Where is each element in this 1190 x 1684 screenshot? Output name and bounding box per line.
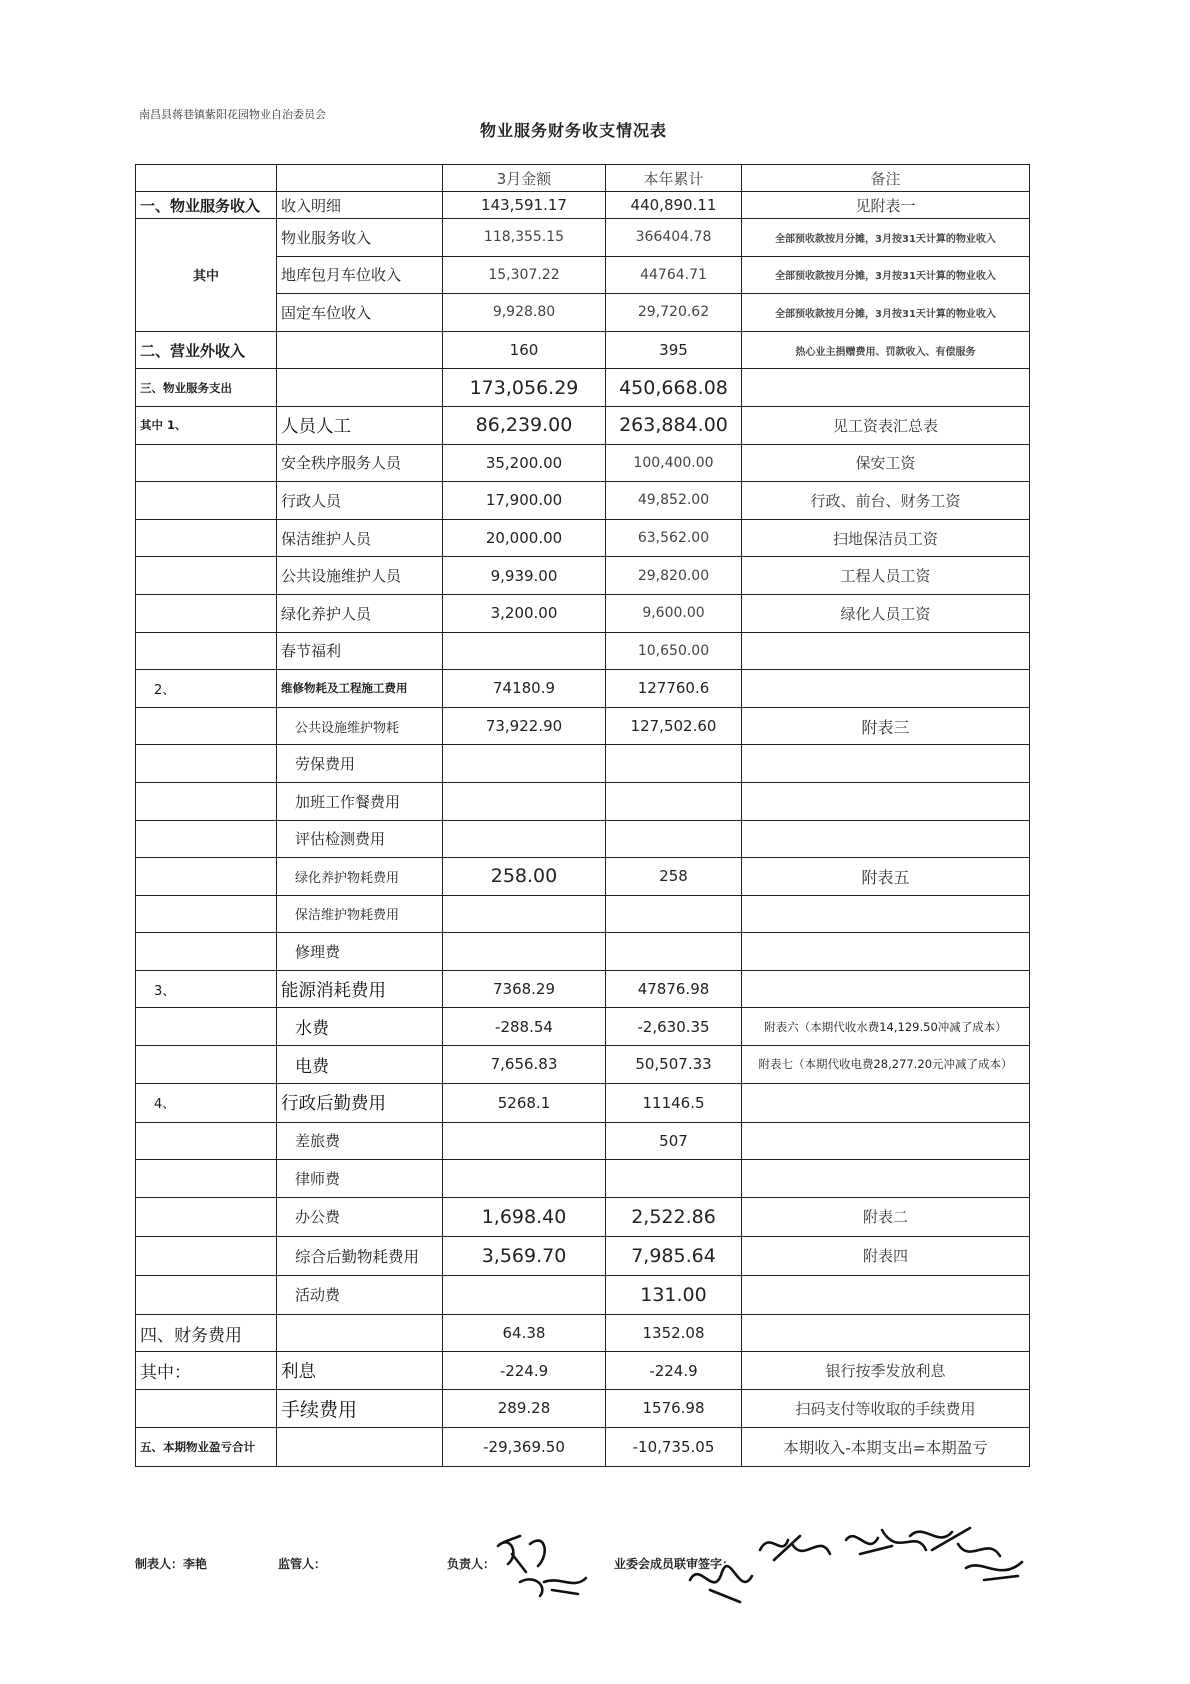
note-cell	[742, 970, 1030, 1008]
item-cell: 地库包月车位收入	[277, 256, 443, 294]
month-amount: -29,369.50	[443, 1427, 606, 1466]
item-cell: 收入明细	[277, 192, 443, 219]
month-amount: 118,355.15	[443, 219, 606, 257]
table-row	[136, 1197, 1030, 1236]
category-cell: 3、	[136, 970, 277, 1008]
ytd-amount: 10,650.00	[606, 632, 742, 670]
month-amount	[443, 1275, 606, 1314]
category-cell	[136, 594, 277, 632]
ytd-amount: -2,630.35	[606, 1008, 742, 1046]
ytd-amount: 2,522.86	[606, 1197, 742, 1236]
ytd-amount: 50,507.33	[606, 1046, 742, 1084]
table-row	[136, 1160, 1030, 1198]
category-cell: 二、营业外收入	[136, 331, 277, 369]
preparer-label: 制表人：李艳	[135, 1557, 208, 1571]
header-cell	[136, 165, 277, 192]
category-cell	[136, 895, 277, 933]
category-cell	[136, 632, 277, 670]
category-cell: 四、财务费用	[136, 1314, 277, 1352]
item-cell: 维修物耗及工程施工费用	[277, 670, 443, 708]
month-amount: 1,698.40	[443, 1197, 606, 1236]
item-cell: 绿化养护人员	[277, 594, 443, 632]
note-cell: 绿化人员工资	[742, 594, 1030, 632]
month-amount	[443, 632, 606, 670]
category-cell	[136, 820, 277, 858]
table-row	[136, 1427, 1030, 1466]
month-amount: -224.9	[443, 1352, 606, 1390]
category-cell	[136, 745, 277, 783]
note-cell: 附表五	[742, 858, 1030, 896]
item-cell: 春节福利	[277, 632, 443, 670]
month-amount: -288.54	[443, 1008, 606, 1046]
note-cell	[742, 745, 1030, 783]
table-row	[136, 745, 1030, 783]
ytd-amount	[606, 895, 742, 933]
organization-name: 南昌县蒋巷镇紫阳花园物业自治委员会	[139, 108, 326, 121]
note-cell	[742, 933, 1030, 971]
note-cell	[742, 895, 1030, 933]
category-cell: 三、物业服务支出	[136, 369, 277, 407]
category-cell: 2、	[136, 670, 277, 708]
committee-signatures	[670, 1510, 1040, 1620]
ytd-amount: 44764.71	[606, 256, 742, 294]
responsible-signature	[490, 1524, 595, 1604]
month-amount	[443, 1122, 606, 1160]
ytd-amount: 29,720.62	[606, 294, 742, 332]
month-amount	[443, 820, 606, 858]
ytd-amount: -10,735.05	[606, 1427, 742, 1466]
item-cell: 公共设施维护物耗	[277, 707, 443, 745]
ytd-amount: 29,820.00	[606, 557, 742, 595]
item-cell: 修理费	[277, 933, 443, 971]
table-row	[136, 331, 1030, 369]
ytd-amount: 258	[606, 858, 742, 896]
item-cell: 活动费	[277, 1275, 443, 1314]
document-title: 物业服务财务收支情况表	[480, 121, 668, 140]
table-row	[136, 1083, 1030, 1122]
note-cell	[742, 1160, 1030, 1198]
ytd-amount: -224.9	[606, 1352, 742, 1390]
month-amount: 258.00	[443, 858, 606, 896]
table-header-row	[136, 165, 1030, 192]
note-cell: 附表二	[742, 1197, 1030, 1236]
note-cell: 热心业主捐赠费用、罚款收入、有偿服务	[742, 331, 1030, 369]
table-row	[136, 192, 1030, 219]
month-amount: 7,656.83	[443, 1046, 606, 1084]
table-row	[136, 895, 1030, 933]
item-cell: 保洁维护物耗费用	[277, 895, 443, 933]
ytd-amount: 11146.5	[606, 1083, 742, 1122]
ytd-amount: 63,562.00	[606, 519, 742, 557]
month-amount: 86,239.00	[443, 406, 606, 444]
committee-signature-label: 业委会成员联审签字：	[614, 1557, 735, 1571]
month-amount: 64.38	[443, 1314, 606, 1352]
ytd-amount: 440,890.11	[606, 192, 742, 219]
header-cell: 备注	[742, 165, 1030, 192]
preparer-name: 李艳	[183, 1557, 208, 1571]
ytd-amount: 507	[606, 1122, 742, 1160]
item-cell: 固定车位收入	[277, 294, 443, 332]
table-row	[136, 858, 1030, 896]
month-amount: 160	[443, 331, 606, 369]
ytd-amount: 9,600.00	[606, 594, 742, 632]
note-cell: 扫地保洁员工资	[742, 519, 1030, 557]
note-cell	[742, 369, 1030, 407]
category-cell	[136, 444, 277, 482]
ytd-amount	[606, 745, 742, 783]
table-row	[136, 482, 1030, 520]
table-row	[136, 519, 1030, 557]
month-amount: 289.28	[443, 1390, 606, 1428]
ytd-amount	[606, 1160, 742, 1198]
ytd-amount: 263,884.00	[606, 406, 742, 444]
table-row	[136, 594, 1030, 632]
note-cell	[742, 1314, 1030, 1352]
category-cell	[136, 1008, 277, 1046]
table-row	[136, 219, 1030, 257]
category-cell	[136, 1390, 277, 1428]
table-row	[136, 670, 1030, 708]
note-cell	[742, 1275, 1030, 1314]
item-cell: 差旅费	[277, 1122, 443, 1160]
table-row	[136, 1122, 1030, 1160]
table-row	[136, 1046, 1030, 1084]
item-cell: 电费	[277, 1046, 443, 1084]
ytd-amount: 100,400.00	[606, 444, 742, 482]
item-cell: 律师费	[277, 1160, 443, 1198]
note-cell: 全部预收款按月分摊，3月按31天计算的物业收入	[742, 294, 1030, 332]
ytd-amount: 47876.98	[606, 970, 742, 1008]
ytd-amount: 131.00	[606, 1275, 742, 1314]
ytd-amount: 1576.98	[606, 1390, 742, 1428]
table-row	[136, 970, 1030, 1008]
ytd-amount: 49,852.00	[606, 482, 742, 520]
item-cell	[277, 1314, 443, 1352]
month-amount: 3,569.70	[443, 1236, 606, 1275]
month-amount: 9,928.80	[443, 294, 606, 332]
item-cell: 保洁维护人员	[277, 519, 443, 557]
table-row	[136, 444, 1030, 482]
month-amount: 35,200.00	[443, 444, 606, 482]
month-amount: 143,591.17	[443, 192, 606, 219]
item-cell: 办公费	[277, 1197, 443, 1236]
note-cell: 本期收入-本期支出=本期盈亏	[742, 1427, 1030, 1466]
note-cell	[742, 670, 1030, 708]
note-cell: 全部预收款按月分摊，3月按31天计算的物业收入	[742, 219, 1030, 257]
month-amount: 73,922.90	[443, 707, 606, 745]
note-cell: 银行按季发放利息	[742, 1352, 1030, 1390]
month-amount: 17,900.00	[443, 482, 606, 520]
month-amount: 7368.29	[443, 970, 606, 1008]
table-row	[136, 557, 1030, 595]
item-cell: 水费	[277, 1008, 443, 1046]
table-row	[136, 1352, 1030, 1390]
note-cell: 附表四	[742, 1236, 1030, 1275]
note-cell	[742, 782, 1030, 820]
responsible-label: 负责人：	[447, 1557, 496, 1571]
ytd-amount	[606, 820, 742, 858]
category-cell	[136, 1122, 277, 1160]
month-amount	[443, 895, 606, 933]
category-cell	[136, 1236, 277, 1275]
note-cell: 工程人员工资	[742, 557, 1030, 595]
note-cell	[742, 1083, 1030, 1122]
item-cell	[277, 1427, 443, 1466]
note-cell	[742, 632, 1030, 670]
table-row	[136, 406, 1030, 444]
month-amount: 173,056.29	[443, 369, 606, 407]
ytd-amount: 395	[606, 331, 742, 369]
table-row	[136, 1008, 1030, 1046]
note-cell: 附表七（本期代收电费28,277.20元冲减了成本）	[742, 1046, 1030, 1084]
category-cell: 一、物业服务收入	[136, 192, 277, 219]
note-cell: 附表六（本期代收水费14,129.50冲减了成本）	[742, 1008, 1030, 1046]
table-row	[136, 369, 1030, 407]
ytd-amount: 450,668.08	[606, 369, 742, 407]
month-amount	[443, 782, 606, 820]
header-cell: 本年累计	[606, 165, 742, 192]
note-cell: 见工资表汇总表	[742, 406, 1030, 444]
ytd-amount: 366404.78	[606, 219, 742, 257]
category-cell: 其中 1、	[136, 406, 277, 444]
item-cell: 行政人员	[277, 482, 443, 520]
note-cell: 保安工资	[742, 444, 1030, 482]
note-cell: 全部预收款按月分摊，3月按31天计算的物业收入	[742, 256, 1030, 294]
month-amount: 74180.9	[443, 670, 606, 708]
category-cell	[136, 707, 277, 745]
table-row	[136, 933, 1030, 971]
category-cell: 其中：	[136, 1352, 277, 1390]
month-amount: 3,200.00	[443, 594, 606, 632]
table-row	[136, 782, 1030, 820]
item-cell: 人员人工	[277, 406, 443, 444]
item-cell: 能源消耗费用	[277, 970, 443, 1008]
category-cell	[136, 1197, 277, 1236]
table-row	[136, 820, 1030, 858]
category-cell: 其中	[136, 219, 277, 332]
table-row	[136, 1275, 1030, 1314]
note-cell: 行政、前台、财务工资	[742, 482, 1030, 520]
table-row	[136, 1390, 1030, 1428]
note-cell: 扫码支付等收取的手续费用	[742, 1390, 1030, 1428]
table-row	[136, 707, 1030, 745]
ytd-amount	[606, 782, 742, 820]
category-cell	[136, 1046, 277, 1084]
month-amount: 9,939.00	[443, 557, 606, 595]
category-cell	[136, 933, 277, 971]
category-cell	[136, 519, 277, 557]
month-amount	[443, 745, 606, 783]
header-cell: 3月金额	[443, 165, 606, 192]
category-cell: 4、	[136, 1083, 277, 1122]
month-amount: 15,307.22	[443, 256, 606, 294]
month-amount: 5268.1	[443, 1083, 606, 1122]
item-cell: 安全秩序服务人员	[277, 444, 443, 482]
month-amount: 20,000.00	[443, 519, 606, 557]
category-cell	[136, 1160, 277, 1198]
item-cell: 手续费用	[277, 1390, 443, 1428]
item-cell	[277, 369, 443, 407]
category-cell	[136, 482, 277, 520]
ytd-amount: 127,502.60	[606, 707, 742, 745]
month-amount	[443, 933, 606, 971]
item-cell: 利息	[277, 1352, 443, 1390]
header-cell	[277, 165, 443, 192]
note-cell	[742, 820, 1030, 858]
category-cell: 五、本期物业盈亏合计	[136, 1427, 277, 1466]
ytd-amount: 127760.6	[606, 670, 742, 708]
note-cell: 见附表一	[742, 192, 1030, 219]
ytd-amount: 1352.08	[606, 1314, 742, 1352]
note-cell: 附表三	[742, 707, 1030, 745]
category-cell	[136, 557, 277, 595]
table-row	[136, 632, 1030, 670]
item-cell: 物业服务收入	[277, 219, 443, 257]
item-cell: 绿化养护物耗费用	[277, 858, 443, 896]
note-cell	[742, 1122, 1030, 1160]
finance-table	[135, 164, 1030, 1467]
item-cell: 行政后勤费用	[277, 1083, 443, 1122]
item-cell	[277, 331, 443, 369]
supervisor-label: 监管人：	[278, 1557, 327, 1571]
table-row	[136, 1236, 1030, 1275]
category-cell	[136, 782, 277, 820]
category-cell	[136, 1275, 277, 1314]
item-cell: 加班工作餐费用	[277, 782, 443, 820]
item-cell: 劳保费用	[277, 745, 443, 783]
ytd-amount	[606, 933, 742, 971]
ytd-amount: 7,985.64	[606, 1236, 742, 1275]
item-cell: 公共设施维护人员	[277, 557, 443, 595]
table-row	[136, 1314, 1030, 1352]
item-cell: 评估检测费用	[277, 820, 443, 858]
category-cell	[136, 858, 277, 896]
item-cell: 综合后勤物耗费用	[277, 1236, 443, 1275]
month-amount	[443, 1160, 606, 1198]
